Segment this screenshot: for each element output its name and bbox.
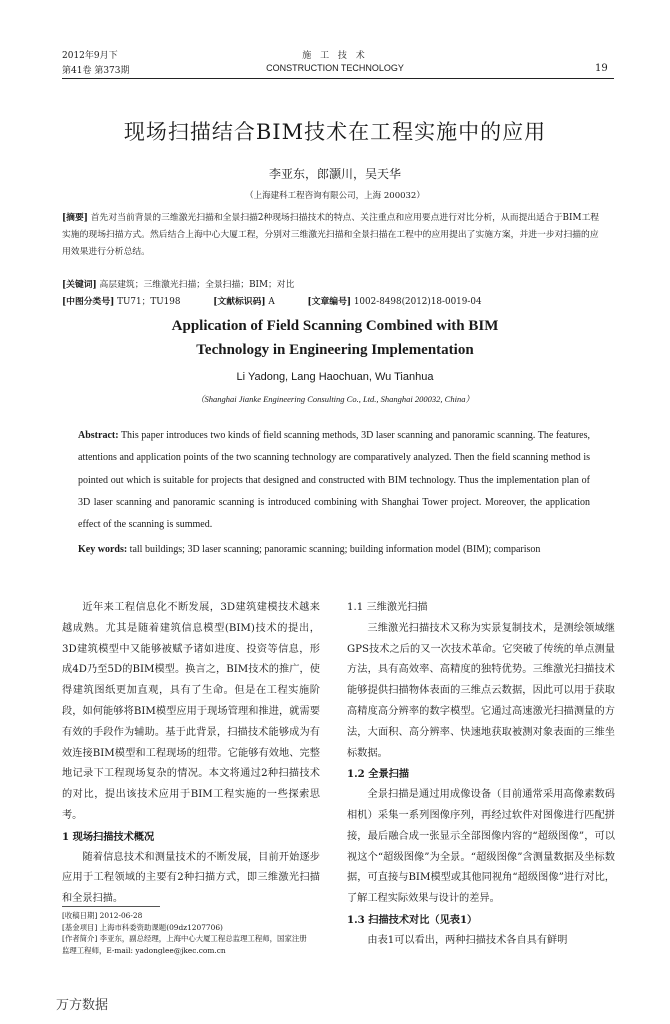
section-1-1-heading: 1.1 三维激光扫描 <box>347 602 428 613</box>
keywords-en-text: tall buildings; 3D laser scanning; panoramic scanning; building information model (BIM); comparison <box>129 544 541 555</box>
body-left-column <box>62 598 320 910</box>
abstract-cn <box>62 210 602 261</box>
footnotes <box>62 910 312 956</box>
abstract-en-text: This paper introduces two kinds of field scanning methods, 3D laser scanning and panoramic scanning. The features, attentions and application points of the two scanning technology are comparatively analyzed. Then the field scanning method is pointed out which is suitable for projects that designed and constructed with BIM technology. Thus the implementation plan of 3D laser scanning and panoramic scanning is introduced combining with Shanghai Tower project. Moreover, the application effect of the scanning is summed. <box>78 430 590 531</box>
body-right-column <box>347 598 615 952</box>
journal-name-cn: 施 工 技 术 <box>302 51 368 61</box>
abstract-en-label: Abstract: <box>78 430 119 441</box>
abstract-en <box>78 425 590 536</box>
wanfang-watermark: 万方数据 <box>56 998 109 1013</box>
issue-date: 2012年9月下 <box>62 51 118 61</box>
section-1-paragraph: 随着信息技术和测量技术的不断发展，目前开始逐步应用于工程领域的主要有2种扫描方式，即三维激光扫描和全景扫描。 <box>62 851 320 905</box>
classification-line <box>62 294 602 311</box>
title-cn: 现场扫描结合BIM技术在工程实施中的应用 <box>123 120 547 144</box>
footnote-received: [收稿日期] 2012-06-28 <box>62 911 143 920</box>
keywords-cn <box>62 277 602 294</box>
affiliation-cn: （上海建科工程咨询有限公司，上海 200032） <box>245 191 425 201</box>
title-en-line-1: Application of Field Scanning Combined with BIM <box>171 318 499 334</box>
page-number: 19 <box>595 63 608 74</box>
keywords-en <box>78 539 590 560</box>
abstract-cn-label: [摘要] <box>62 213 88 223</box>
keywords-en-label: Key words: <box>78 544 128 555</box>
doc-code-label: [文献标识码] <box>213 297 266 307</box>
section-1-1-paragraph: 三维激光扫描技术又称为实景复制技术，是测绘领域继GPS技术之后的又一次技术革命。它突破了传统的单点测量方法，具有高效率、高精度的独特优势。三维激光扫描技术能够提供扫描物体表面的三维点云数据，因此可以用于获取高精度高分辨率的数字模型。它通过高速激光扫描测量的方法，大面积、高分辨率、快速地获取被测对象表面的三维坐标数据。 <box>347 622 615 759</box>
authors-cn: 李亚东，郎灏川，吴天华 <box>268 167 401 181</box>
section-1-2-heading: 1.2 全景扫描 <box>347 768 410 781</box>
intro-paragraph: 近年来工程信息化不断发展，3D建筑建模技术越来越成熟。尤其是随着建筑信息模型(BIM)技术的提出，3D建筑模型中又能够被赋予诸如进度、投资等信息，形成4D乃至5D的BIM模型。换言之，BIM技术的推广，使得建筑图纸更加直观，具有了生命。但是在工程实施阶段，如何能够将BIM模型应用于现场管理和推进，就需要有效的手段作为辅助。基于此背景，扫描技术能够成为有效连接BIM模型和工程现场的纽带。它能够有效地、完整地记录下工程现场复杂的情况。本文将通过2种扫描技术的对比，提出该技术应用于BIM工程实施的一些探索思考。 <box>62 602 320 821</box>
header-rule <box>62 78 614 79</box>
authors-en: Li Yadong, Lang Haochuan, Wu Tianhua <box>236 371 434 383</box>
title-en-line-2: Technology in Engineering Implementation <box>196 342 474 358</box>
abstract-cn-text: 首先对当前背景的三维激光扫描和全景扫描2种现场扫描技术的特点、关注重点和应用要点进行对比分析，从而提出适合于BIM工程实施的现场扫描方式。然后结合上海中心大厦工程，分别对三维激光扫描和全景扫描在工程中的应用提出了实施方案，并进一步对扫描的应用效果进行分析总结。 <box>62 213 600 257</box>
journal-name-en: CONSTRUCTION TECHNOLOGY <box>266 63 404 73</box>
footnote-rule <box>62 906 160 907</box>
footnote-author: [作者简介] 李亚东，副总经理，上海中心大厦工程总监理工程师，国家注册监理工程师，E-mail: yadonglee@jkec.com.cn <box>62 934 307 955</box>
section-1-3-heading: 1.3 扫描技术对比（见表1） <box>347 913 478 926</box>
footnote-fund: [基金项目] 上海市科委资助课题(09dz1207706) <box>62 922 223 932</box>
affiliation-en: （Shanghai Jianke Engineering Consulting Co., Ltd., Shanghai 200032, China） <box>196 394 474 404</box>
article-id-value: 1002-8498(2012)18-0019-04 <box>353 297 482 307</box>
keywords-cn-text: 高层建筑；三维激光扫描；全景扫描；BIM；对比 <box>99 280 295 290</box>
volume-issue: 第41卷 第373期 <box>62 66 130 76</box>
section-1-2-paragraph: 全景扫描是通过用成像设备（目前通常采用高像素数码相机）采集一系列图像序列，再经过软件对图像进行匹配拼接，最后融合成一张显示全部图像内容的“超级图像”，可以视这个“超级图像”为全景。“超级图像”含测量数据及坐标数据，可直接与BIM模型或其他同视角“超级图像”进行对比，了解工程实际效果与设计的差异。 <box>347 789 615 905</box>
section-1-heading: 1 现场扫描技术概况 <box>62 830 155 843</box>
article-id-label: [文章编号] <box>307 297 352 307</box>
doc-code-value: A <box>268 297 275 307</box>
clc-label: [中图分类号] <box>62 297 115 307</box>
keywords-cn-label: [关键词] <box>62 280 97 290</box>
section-1-3-paragraph: 由表1可以看出，两种扫描技术各自具有鲜明 <box>367 934 568 946</box>
clc-value: TU71；TU198 <box>117 297 181 307</box>
